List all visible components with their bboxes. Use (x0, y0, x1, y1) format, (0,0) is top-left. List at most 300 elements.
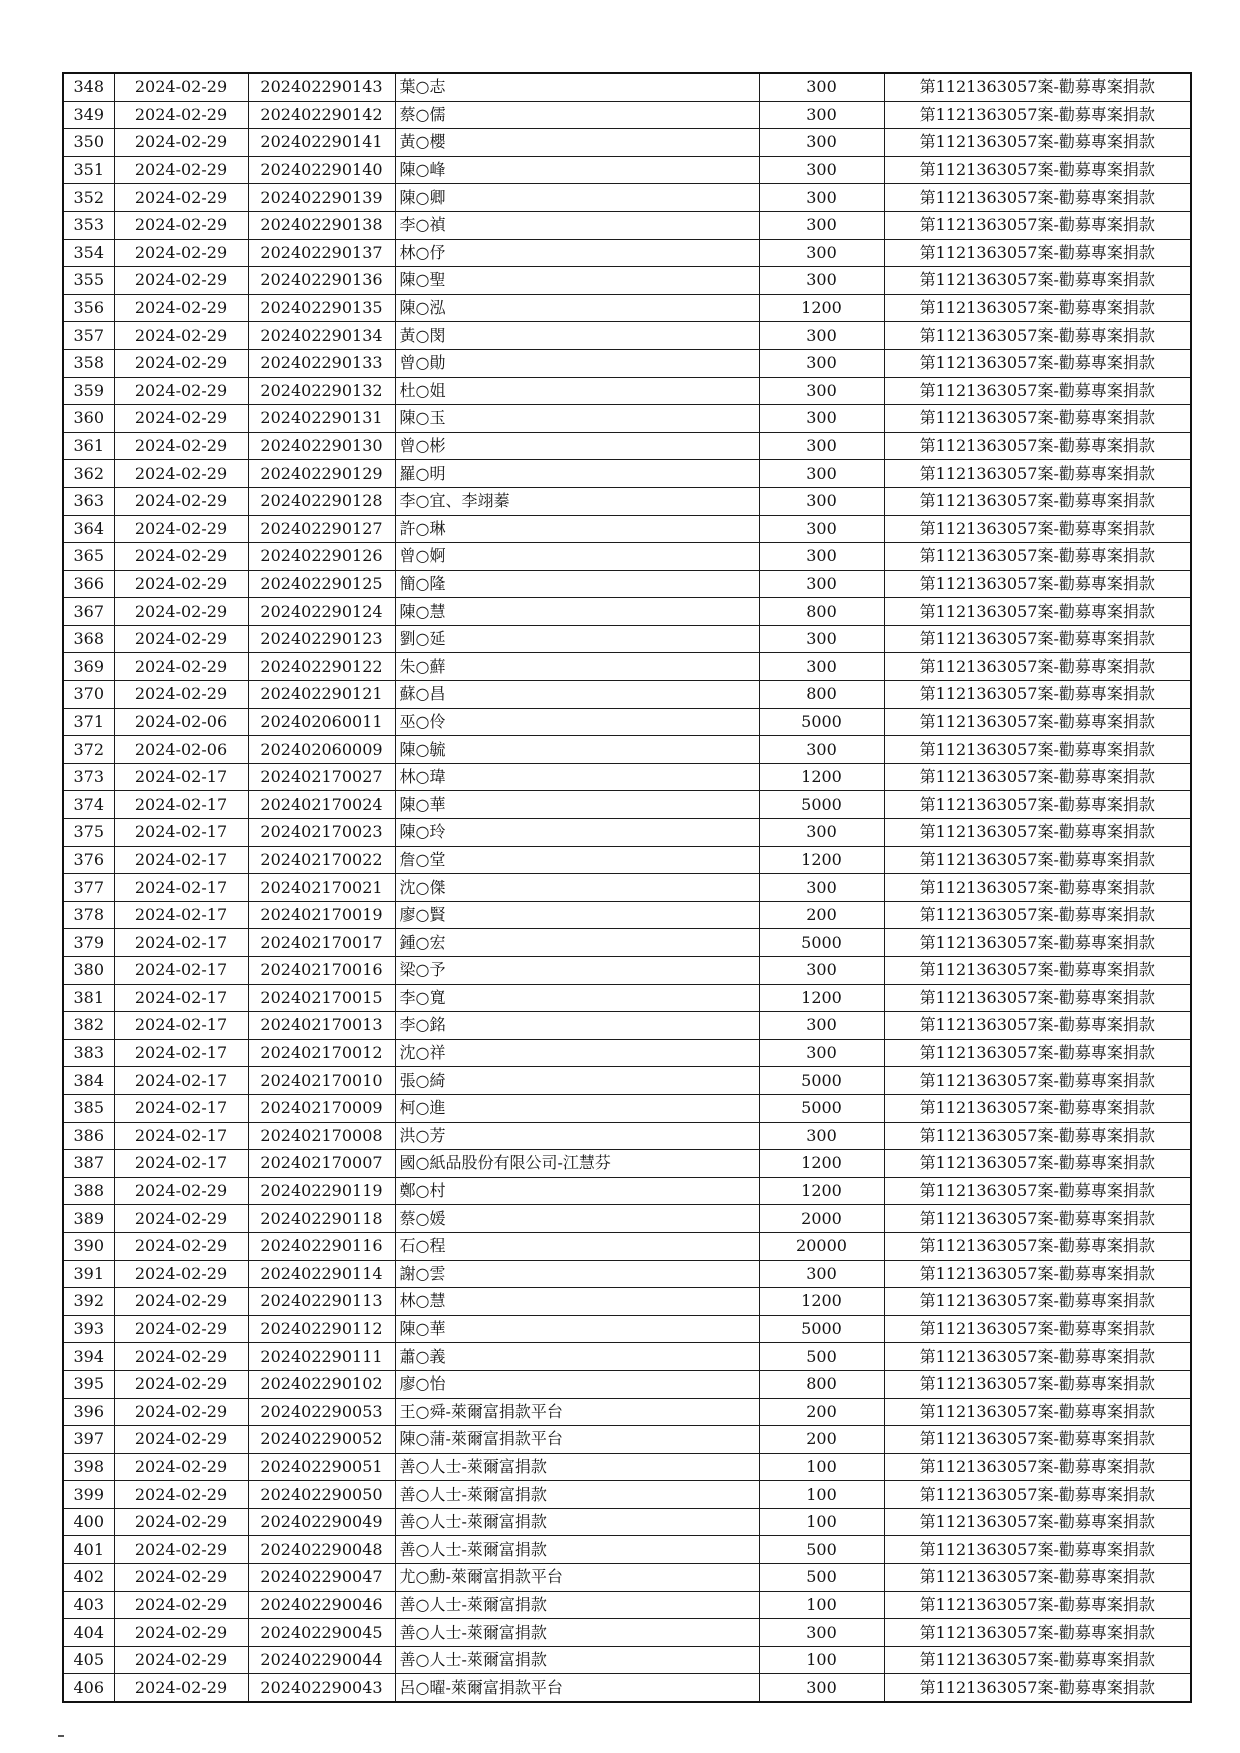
date-cell: 2024-02-17 (114, 1094, 248, 1122)
amount-cell: 300 (759, 874, 884, 902)
date-cell: 2024-02-29 (114, 598, 248, 626)
table-row (63, 1288, 1191, 1316)
table-row (63, 239, 1191, 267)
date-cell: 2024-02-29 (114, 129, 248, 157)
table-row (63, 1370, 1191, 1398)
amount-cell: 2000 (759, 1205, 884, 1233)
receipt-number-cell: 202402290043 (248, 1674, 395, 1702)
date-cell: 2024-02-17 (114, 1150, 248, 1178)
date-cell: 2024-02-29 (114, 653, 248, 681)
receipt-number-cell: 202402290136 (248, 267, 395, 295)
table-row (63, 1150, 1191, 1178)
table-row (63, 1481, 1191, 1509)
date-cell: 2024-02-29 (114, 460, 248, 488)
receipt-number-cell: 202402290127 (248, 515, 395, 543)
row-number-cell: 385 (63, 1094, 114, 1122)
receipt-number-cell: 202402290113 (248, 1288, 395, 1316)
purpose-cell: 第1121363057案-勸募專案捐款 (884, 1370, 1191, 1398)
amount-cell: 300 (759, 1619, 884, 1647)
table-row (63, 1536, 1191, 1564)
table-row (63, 1564, 1191, 1592)
table-row (63, 1177, 1191, 1205)
row-number-cell: 371 (63, 708, 114, 736)
purpose-cell: 第1121363057案-勸募專案捐款 (884, 1536, 1191, 1564)
donor-name-cell: 尤○勳-萊爾富捐款平台 (395, 1564, 759, 1592)
row-number-cell: 398 (63, 1453, 114, 1481)
purpose-cell: 第1121363057案-勸募專案捐款 (884, 73, 1191, 101)
table-row (63, 487, 1191, 515)
donor-name-cell: 林○瑋 (395, 763, 759, 791)
donor-name-cell: 張○綺 (395, 1067, 759, 1095)
donor-name-cell: 陳○慧 (395, 598, 759, 626)
receipt-number-cell: 202402290119 (248, 1177, 395, 1205)
purpose-cell: 第1121363057案-勸募專案捐款 (884, 1094, 1191, 1122)
amount-cell: 300 (759, 349, 884, 377)
donor-name-cell: 善○人士-萊爾富捐款 (395, 1481, 759, 1509)
table-row (63, 681, 1191, 709)
amount-cell: 200 (759, 901, 884, 929)
date-cell: 2024-02-29 (114, 1619, 248, 1647)
donor-name-cell: 鍾○宏 (395, 929, 759, 957)
receipt-number-cell: 202402290135 (248, 294, 395, 322)
amount-cell: 300 (759, 377, 884, 405)
date-cell: 2024-02-29 (114, 377, 248, 405)
donor-name-cell: 葉○志 (395, 73, 759, 101)
row-number-cell: 350 (63, 129, 114, 157)
date-cell: 2024-02-29 (114, 101, 248, 129)
row-number-cell: 378 (63, 901, 114, 929)
table-row (63, 1067, 1191, 1095)
amount-cell: 500 (759, 1343, 884, 1371)
table-row (63, 874, 1191, 902)
donor-name-cell: 蘇○昌 (395, 681, 759, 709)
date-cell: 2024-02-29 (114, 487, 248, 515)
donor-name-cell: 李○寬 (395, 984, 759, 1012)
receipt-number-cell: 202402170008 (248, 1122, 395, 1150)
purpose-cell: 第1121363057案-勸募專案捐款 (884, 294, 1191, 322)
purpose-cell: 第1121363057案-勸募專案捐款 (884, 957, 1191, 985)
amount-cell: 500 (759, 1536, 884, 1564)
row-number-cell: 399 (63, 1481, 114, 1509)
purpose-cell: 第1121363057案-勸募專案捐款 (884, 763, 1191, 791)
amount-cell: 300 (759, 156, 884, 184)
purpose-cell: 第1121363057案-勸募專案捐款 (884, 984, 1191, 1012)
donor-name-cell: 沈○祥 (395, 1039, 759, 1067)
date-cell: 2024-02-17 (114, 791, 248, 819)
amount-cell: 500 (759, 1564, 884, 1592)
table-row (63, 708, 1191, 736)
donor-name-cell: 謝○雲 (395, 1260, 759, 1288)
purpose-cell: 第1121363057案-勸募專案捐款 (884, 708, 1191, 736)
table-row (63, 901, 1191, 929)
amount-cell: 300 (759, 1039, 884, 1067)
purpose-cell: 第1121363057案-勸募專案捐款 (884, 1288, 1191, 1316)
receipt-number-cell: 202402060009 (248, 736, 395, 764)
receipt-number-cell: 202402290118 (248, 1205, 395, 1233)
table-row (63, 570, 1191, 598)
amount-cell: 300 (759, 267, 884, 295)
donor-name-cell: 王○舜-萊爾富捐款平台 (395, 1398, 759, 1426)
donor-name-cell: 黃○閔 (395, 322, 759, 350)
purpose-cell: 第1121363057案-勸募專案捐款 (884, 322, 1191, 350)
table-row (63, 1646, 1191, 1674)
purpose-cell: 第1121363057案-勸募專案捐款 (884, 487, 1191, 515)
receipt-number-cell: 202402290116 (248, 1232, 395, 1260)
table-row (63, 1619, 1191, 1647)
donor-name-cell: 陳○卿 (395, 184, 759, 212)
amount-cell: 300 (759, 129, 884, 157)
donor-name-cell: 詹○堂 (395, 846, 759, 874)
purpose-cell: 第1121363057案-勸募專案捐款 (884, 405, 1191, 433)
row-number-cell: 356 (63, 294, 114, 322)
row-number-cell: 388 (63, 1177, 114, 1205)
amount-cell: 100 (759, 1508, 884, 1536)
purpose-cell: 第1121363057案-勸募專案捐款 (884, 681, 1191, 709)
receipt-number-cell: 202402290047 (248, 1564, 395, 1592)
purpose-cell: 第1121363057案-勸募專案捐款 (884, 349, 1191, 377)
amount-cell: 300 (759, 819, 884, 847)
donor-name-cell: 善○人士-萊爾富捐款 (395, 1508, 759, 1536)
row-number-cell: 370 (63, 681, 114, 709)
receipt-number-cell: 202402290126 (248, 543, 395, 571)
purpose-cell: 第1121363057案-勸募專案捐款 (884, 1205, 1191, 1233)
purpose-cell: 第1121363057案-勸募專案捐款 (884, 1619, 1191, 1647)
purpose-cell: 第1121363057案-勸募專案捐款 (884, 515, 1191, 543)
receipt-number-cell: 202402290049 (248, 1508, 395, 1536)
table-row (63, 957, 1191, 985)
amount-cell: 100 (759, 1646, 884, 1674)
purpose-cell: 第1121363057案-勸募專案捐款 (884, 156, 1191, 184)
date-cell: 2024-02-29 (114, 239, 248, 267)
table-row (63, 377, 1191, 405)
amount-cell: 300 (759, 957, 884, 985)
table-row (63, 1315, 1191, 1343)
row-number-cell: 365 (63, 543, 114, 571)
receipt-number-cell: 202402170019 (248, 901, 395, 929)
table-row (63, 791, 1191, 819)
date-cell: 2024-02-29 (114, 1370, 248, 1398)
date-cell: 2024-02-29 (114, 1674, 248, 1702)
row-number-cell: 400 (63, 1508, 114, 1536)
donor-name-cell: 蔡○儒 (395, 101, 759, 129)
table-row (63, 653, 1191, 681)
amount-cell: 1200 (759, 763, 884, 791)
purpose-cell: 第1121363057案-勸募專案捐款 (884, 625, 1191, 653)
row-number-cell: 404 (63, 1619, 114, 1647)
amount-cell: 300 (759, 570, 884, 598)
amount-cell: 20000 (759, 1232, 884, 1260)
row-number-cell: 368 (63, 625, 114, 653)
receipt-number-cell: 202402170017 (248, 929, 395, 957)
donor-name-cell: 梁○予 (395, 957, 759, 985)
row-number-cell: 403 (63, 1591, 114, 1619)
amount-cell: 200 (759, 1398, 884, 1426)
row-number-cell: 358 (63, 349, 114, 377)
purpose-cell: 第1121363057案-勸募專案捐款 (884, 239, 1191, 267)
amount-cell: 300 (759, 101, 884, 129)
table-row (63, 460, 1191, 488)
row-number-cell: 369 (63, 653, 114, 681)
date-cell: 2024-02-29 (114, 1288, 248, 1316)
date-cell: 2024-02-17 (114, 1122, 248, 1150)
date-cell: 2024-02-06 (114, 736, 248, 764)
receipt-number-cell: 202402290045 (248, 1619, 395, 1647)
date-cell: 2024-02-29 (114, 349, 248, 377)
row-number-cell: 379 (63, 929, 114, 957)
donor-name-cell: 善○人士-萊爾富捐款 (395, 1646, 759, 1674)
donor-name-cell: 李○宜、李翊蓁 (395, 487, 759, 515)
page-mark (58, 1735, 64, 1737)
receipt-number-cell: 202402290111 (248, 1343, 395, 1371)
donor-name-cell: 善○人士-萊爾富捐款 (395, 1453, 759, 1481)
purpose-cell: 第1121363057案-勸募專案捐款 (884, 1260, 1191, 1288)
amount-cell: 300 (759, 625, 884, 653)
amount-cell: 300 (759, 736, 884, 764)
date-cell: 2024-02-29 (114, 322, 248, 350)
amount-cell: 300 (759, 653, 884, 681)
receipt-number-cell: 202402290140 (248, 156, 395, 184)
date-cell: 2024-02-29 (114, 73, 248, 101)
date-cell: 2024-02-06 (114, 708, 248, 736)
row-number-cell: 380 (63, 957, 114, 985)
table-row (63, 184, 1191, 212)
receipt-number-cell: 202402170012 (248, 1039, 395, 1067)
table-row (63, 625, 1191, 653)
donor-name-cell: 沈○傑 (395, 874, 759, 902)
receipt-number-cell: 202402290130 (248, 432, 395, 460)
receipt-number-cell: 202402170010 (248, 1067, 395, 1095)
row-number-cell: 367 (63, 598, 114, 626)
receipt-number-cell: 202402290124 (248, 598, 395, 626)
table-row (63, 349, 1191, 377)
row-number-cell: 373 (63, 763, 114, 791)
amount-cell: 300 (759, 432, 884, 460)
row-number-cell: 405 (63, 1646, 114, 1674)
donor-name-cell: 廖○賢 (395, 901, 759, 929)
table-row (63, 1674, 1191, 1702)
purpose-cell: 第1121363057案-勸募專案捐款 (884, 1481, 1191, 1509)
row-number-cell: 353 (63, 211, 114, 239)
purpose-cell: 第1121363057案-勸募專案捐款 (884, 1012, 1191, 1040)
row-number-cell: 386 (63, 1122, 114, 1150)
donor-name-cell: 國○紙品股份有限公司-江慧芬 (395, 1150, 759, 1178)
date-cell: 2024-02-29 (114, 1398, 248, 1426)
purpose-cell: 第1121363057案-勸募專案捐款 (884, 1453, 1191, 1481)
purpose-cell: 第1121363057案-勸募專案捐款 (884, 543, 1191, 571)
table-row (63, 1453, 1191, 1481)
table-row (63, 1012, 1191, 1040)
donor-name-cell: 呂○曜-萊爾富捐款平台 (395, 1674, 759, 1702)
receipt-number-cell: 202402290125 (248, 570, 395, 598)
table-row (63, 101, 1191, 129)
receipt-number-cell: 202402060011 (248, 708, 395, 736)
table-row (63, 432, 1191, 460)
purpose-cell: 第1121363057案-勸募專案捐款 (884, 1150, 1191, 1178)
receipt-number-cell: 202402290051 (248, 1453, 395, 1481)
amount-cell: 300 (759, 322, 884, 350)
receipt-number-cell: 202402170015 (248, 984, 395, 1012)
date-cell: 2024-02-29 (114, 1177, 248, 1205)
row-number-cell: 391 (63, 1260, 114, 1288)
table-row (63, 1205, 1191, 1233)
table-row (63, 1122, 1191, 1150)
table-row (63, 1260, 1191, 1288)
table-row (63, 1398, 1191, 1426)
amount-cell: 300 (759, 460, 884, 488)
donor-name-cell: 鄭○村 (395, 1177, 759, 1205)
amount-cell: 1200 (759, 1177, 884, 1205)
row-number-cell: 355 (63, 267, 114, 295)
amount-cell: 5000 (759, 929, 884, 957)
table-row (63, 543, 1191, 571)
amount-cell: 5000 (759, 1067, 884, 1095)
date-cell: 2024-02-29 (114, 405, 248, 433)
row-number-cell: 377 (63, 874, 114, 902)
amount-cell: 100 (759, 1591, 884, 1619)
receipt-number-cell: 202402290131 (248, 405, 395, 433)
receipt-number-cell: 202402290046 (248, 1591, 395, 1619)
donor-name-cell: 陳○峰 (395, 156, 759, 184)
table-row (63, 598, 1191, 626)
donor-name-cell: 廖○怡 (395, 1370, 759, 1398)
purpose-cell: 第1121363057案-勸募專案捐款 (884, 184, 1191, 212)
purpose-cell: 第1121363057案-勸募專案捐款 (884, 653, 1191, 681)
amount-cell: 800 (759, 1370, 884, 1398)
date-cell: 2024-02-29 (114, 1260, 248, 1288)
table-row (63, 267, 1191, 295)
purpose-cell: 第1121363057案-勸募專案捐款 (884, 1177, 1191, 1205)
purpose-cell: 第1121363057案-勸募專案捐款 (884, 460, 1191, 488)
row-number-cell: 406 (63, 1674, 114, 1702)
row-number-cell: 363 (63, 487, 114, 515)
amount-cell: 300 (759, 211, 884, 239)
purpose-cell: 第1121363057案-勸募專案捐款 (884, 570, 1191, 598)
table-row (63, 1039, 1191, 1067)
donor-name-cell: 簡○隆 (395, 570, 759, 598)
row-number-cell: 348 (63, 73, 114, 101)
row-number-cell: 372 (63, 736, 114, 764)
date-cell: 2024-02-17 (114, 984, 248, 1012)
receipt-number-cell: 202402290122 (248, 653, 395, 681)
date-cell: 2024-02-17 (114, 1039, 248, 1067)
purpose-cell: 第1121363057案-勸募專案捐款 (884, 1564, 1191, 1592)
table-row (63, 819, 1191, 847)
amount-cell: 1200 (759, 1150, 884, 1178)
amount-cell: 800 (759, 598, 884, 626)
row-number-cell: 351 (63, 156, 114, 184)
table-row (63, 1094, 1191, 1122)
receipt-number-cell: 202402290053 (248, 1398, 395, 1426)
table-row (63, 763, 1191, 791)
table-row (63, 736, 1191, 764)
row-number-cell: 376 (63, 846, 114, 874)
date-cell: 2024-02-29 (114, 184, 248, 212)
purpose-cell: 第1121363057案-勸募專案捐款 (884, 736, 1191, 764)
donor-name-cell: 羅○明 (395, 460, 759, 488)
donor-name-cell: 陳○華 (395, 791, 759, 819)
date-cell: 2024-02-29 (114, 1343, 248, 1371)
receipt-number-cell: 202402170024 (248, 791, 395, 819)
purpose-cell: 第1121363057案-勸募專案捐款 (884, 846, 1191, 874)
donor-name-cell: 蕭○義 (395, 1343, 759, 1371)
amount-cell: 1200 (759, 984, 884, 1012)
purpose-cell: 第1121363057案-勸募專案捐款 (884, 598, 1191, 626)
date-cell: 2024-02-29 (114, 156, 248, 184)
receipt-number-cell: 202402290114 (248, 1260, 395, 1288)
donor-name-cell: 曾○彬 (395, 432, 759, 460)
donor-name-cell: 曾○勛 (395, 349, 759, 377)
receipt-number-cell: 202402290052 (248, 1426, 395, 1454)
purpose-cell: 第1121363057案-勸募專案捐款 (884, 1067, 1191, 1095)
date-cell: 2024-02-29 (114, 1315, 248, 1343)
receipt-number-cell: 202402290129 (248, 460, 395, 488)
receipt-number-cell: 202402290112 (248, 1315, 395, 1343)
table-row (63, 211, 1191, 239)
date-cell: 2024-02-29 (114, 515, 248, 543)
row-number-cell: 389 (63, 1205, 114, 1233)
row-number-cell: 382 (63, 1012, 114, 1040)
table-row (63, 929, 1191, 957)
receipt-number-cell: 202402290044 (248, 1646, 395, 1674)
amount-cell: 300 (759, 405, 884, 433)
table-row (63, 322, 1191, 350)
date-cell: 2024-02-17 (114, 901, 248, 929)
receipt-number-cell: 202402170009 (248, 1094, 395, 1122)
purpose-cell: 第1121363057案-勸募專案捐款 (884, 1646, 1191, 1674)
amount-cell: 300 (759, 1122, 884, 1150)
donor-name-cell: 柯○進 (395, 1094, 759, 1122)
purpose-cell: 第1121363057案-勸募專案捐款 (884, 432, 1191, 460)
donor-name-cell: 陳○泓 (395, 294, 759, 322)
purpose-cell: 第1121363057案-勸募專案捐款 (884, 929, 1191, 957)
receipt-number-cell: 202402290102 (248, 1370, 395, 1398)
date-cell: 2024-02-29 (114, 432, 248, 460)
date-cell: 2024-02-17 (114, 846, 248, 874)
date-cell: 2024-02-17 (114, 819, 248, 847)
purpose-cell: 第1121363057案-勸募專案捐款 (884, 1315, 1191, 1343)
table-body (63, 73, 1191, 1702)
receipt-number-cell: 202402290128 (248, 487, 395, 515)
receipt-number-cell: 202402170016 (248, 957, 395, 985)
table-row (63, 405, 1191, 433)
purpose-cell: 第1121363057案-勸募專案捐款 (884, 1122, 1191, 1150)
donor-name-cell: 杜○姐 (395, 377, 759, 405)
amount-cell: 800 (759, 681, 884, 709)
row-number-cell: 349 (63, 101, 114, 129)
donor-name-cell: 林○慧 (395, 1288, 759, 1316)
row-number-cell: 397 (63, 1426, 114, 1454)
purpose-cell: 第1121363057案-勸募專案捐款 (884, 1398, 1191, 1426)
row-number-cell: 384 (63, 1067, 114, 1095)
date-cell: 2024-02-29 (114, 211, 248, 239)
receipt-number-cell: 202402290143 (248, 73, 395, 101)
donor-name-cell: 蔡○媛 (395, 1205, 759, 1233)
receipt-number-cell: 202402170013 (248, 1012, 395, 1040)
date-cell: 2024-02-29 (114, 1508, 248, 1536)
purpose-cell: 第1121363057案-勸募專案捐款 (884, 874, 1191, 902)
receipt-number-cell: 202402290132 (248, 377, 395, 405)
row-number-cell: 374 (63, 791, 114, 819)
receipt-number-cell: 202402290137 (248, 239, 395, 267)
amount-cell: 200 (759, 1426, 884, 1454)
purpose-cell: 第1121363057案-勸募專案捐款 (884, 101, 1191, 129)
row-number-cell: 381 (63, 984, 114, 1012)
purpose-cell: 第1121363057案-勸募專案捐款 (884, 1591, 1191, 1619)
receipt-number-cell: 202402290141 (248, 129, 395, 157)
donor-name-cell: 善○人士-萊爾富捐款 (395, 1591, 759, 1619)
table-row (63, 1343, 1191, 1371)
amount-cell: 300 (759, 1012, 884, 1040)
